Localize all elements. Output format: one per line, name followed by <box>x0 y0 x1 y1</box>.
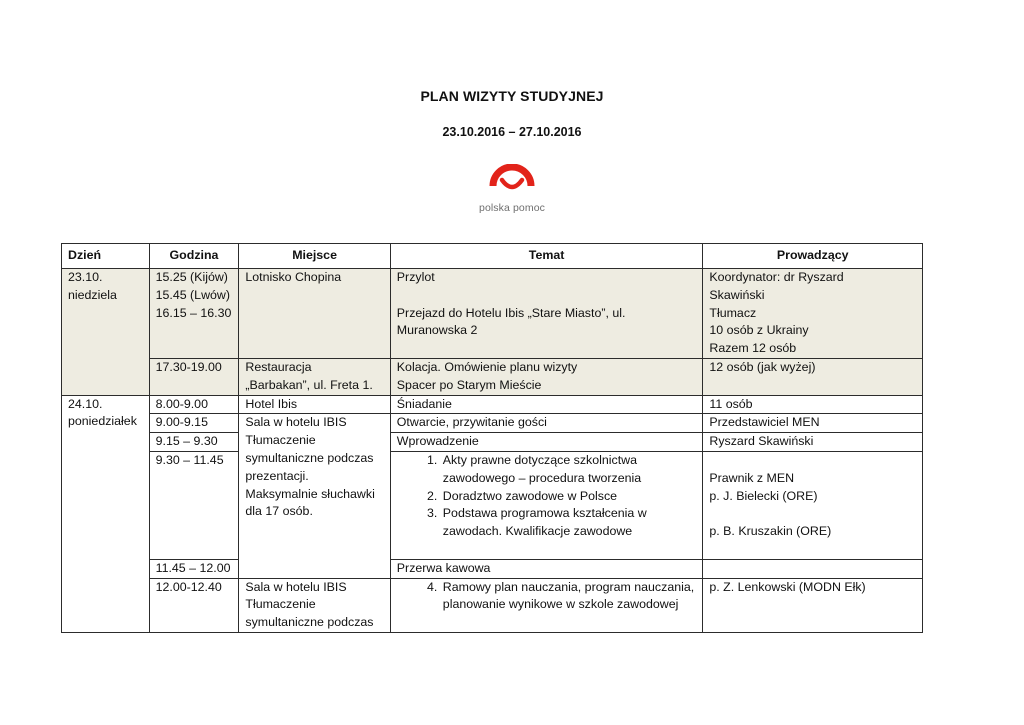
header-place: Miejsce <box>239 244 390 269</box>
logo-text: polska pomoc <box>479 202 545 214</box>
schedule-table <box>61 243 923 633</box>
table-row <box>62 395 923 414</box>
hour-cell: 9.30 – 11.45 <box>149 451 239 559</box>
day-cell <box>62 395 150 632</box>
hour-cell: 12.00-12.40 <box>149 578 239 632</box>
place-line: Restauracja <box>245 359 312 374</box>
document-title: PLAN WIZYTY STUDYJNEJ <box>420 88 604 104</box>
lead-line: 10 osób z Ukrainy <box>709 323 809 338</box>
day-date: 24.10. <box>68 396 103 411</box>
document-dates: 23.10.2016 – 27.10.2016 <box>442 125 582 139</box>
lead-line: p. B. Kruszakin (ORE) <box>709 524 832 539</box>
lead-line: Koordynator: dr Ryszard <box>709 270 844 284</box>
place-cell <box>239 358 390 395</box>
table-row <box>62 269 923 359</box>
place-cell: Hotel Ibis <box>239 395 390 414</box>
place-line: symultaniczne podczas <box>245 450 374 465</box>
blank-line <box>709 505 916 523</box>
hour-line: 15.25 (Kijów) <box>155 270 228 284</box>
hour-cell: 17.30-19.00 <box>149 358 239 395</box>
hour-line: 16.15 – 16.30 <box>155 305 232 320</box>
place-line: Lotnisko Chopina <box>245 270 342 284</box>
lead-cell <box>703 269 923 359</box>
topic-list-item: 2. Doradztwo zawodowe w Polsce <box>441 488 697 506</box>
place-cell <box>239 269 390 359</box>
place-line: Sala w hotelu IBIS <box>245 579 347 594</box>
lead-cell: p. Z. Lenkowski (MODN Ełk) <box>703 578 923 632</box>
topic-list <box>397 579 697 615</box>
hour-line: 15.45 (Lwów) <box>155 287 230 302</box>
lead-cell <box>703 451 923 559</box>
place-line: symultaniczne podczas <box>245 615 374 630</box>
hour-cell <box>149 269 239 359</box>
lead-cell: 12 osób (jak wyżej) <box>703 358 923 395</box>
place-line: „Barbakan”, ul. Freta 1. <box>245 377 373 392</box>
table-row <box>62 578 923 632</box>
header-lead: Prowadzący <box>703 244 923 269</box>
topic-line: Przylot <box>396 270 435 284</box>
topic-line: Muranowska 2 <box>396 323 478 338</box>
table-row <box>62 414 923 433</box>
hour-cell: 9.00-9.15 <box>149 414 239 433</box>
day-cell <box>62 269 150 396</box>
topic-line: Kolacja. Omówienie planu wizyty <box>396 359 578 374</box>
lead-cell: 11 osób <box>703 395 923 414</box>
lead-line: Tłumacz <box>709 305 757 320</box>
polska-pomoc-logo-icon <box>488 164 536 200</box>
blank-line <box>397 287 697 305</box>
place-line: Tłumaczenie <box>245 433 316 448</box>
topic-list-item: 4. Ramowy plan nauczania, program nauczania, planowanie wynikowe w szkole zawodowej <box>441 579 697 615</box>
topic-cell: Wprowadzenie <box>390 433 703 452</box>
table-row <box>62 559 923 578</box>
hour-cell: 9.15 – 9.30 <box>149 433 239 452</box>
topic-cell <box>390 578 703 632</box>
topic-cell <box>390 451 703 559</box>
topic-cell <box>390 269 703 359</box>
day-name: niedziela <box>68 287 117 302</box>
topic-cell: Otwarcie, przywitanie gości <box>390 414 703 433</box>
place-line: Tłumaczenie <box>245 597 316 612</box>
topic-cell <box>390 358 703 395</box>
place-cell <box>239 578 390 632</box>
day-name: poniedziałek <box>68 414 137 429</box>
blank-line <box>397 541 697 559</box>
hour-cell: 11.45 – 12.00 <box>149 559 239 578</box>
lead-cell: Przedstawiciel MEN <box>703 414 923 433</box>
table-header-row <box>62 244 923 269</box>
place-cell <box>239 414 390 578</box>
topic-line: Spacer po Starym Mieście <box>396 377 542 392</box>
place-line: dla 17 osób. <box>245 504 313 519</box>
lead-line: p. J. Bielecki (ORE) <box>709 488 818 503</box>
place-line: Maksymalnie słuchawki <box>245 486 375 501</box>
header-topic: Temat <box>390 244 703 269</box>
polska-pomoc-logo <box>472 164 552 220</box>
lead-cell: Ryszard Skawiński <box>703 433 923 452</box>
topic-list-item: 1. Akty prawne dotyczące szkolnictwa zawodowego – procedura tworzenia <box>441 452 697 488</box>
day-date: 23.10. <box>68 270 103 284</box>
lead-line: Razem 12 osób <box>709 341 797 356</box>
topic-line: Przejazd do Hotelu Ibis „Stare Miasto”, ul. <box>396 305 626 320</box>
place-line: Sala w hotelu IBIS <box>245 415 347 430</box>
table-row <box>62 451 923 559</box>
place-line: prezentacji. <box>245 468 309 483</box>
header-hour: Godzina <box>149 244 239 269</box>
lead-line: Skawiński <box>709 287 765 302</box>
topic-cell: Przerwa kawowa <box>390 559 703 578</box>
hour-cell: 8.00-9.00 <box>149 395 239 414</box>
table-row <box>62 433 923 452</box>
topic-list-item: 3. Podstawa programowa kształcenia w zawodach. Kwalifikacje zawodowe <box>441 505 697 541</box>
table-row <box>62 358 923 395</box>
blank-line <box>709 452 916 470</box>
topic-cell: Śniadanie <box>390 395 703 414</box>
lead-line: Prawnik z MEN <box>709 470 795 485</box>
lead-cell <box>703 559 923 578</box>
topic-list <box>397 452 697 541</box>
header-day: Dzień <box>62 244 150 269</box>
